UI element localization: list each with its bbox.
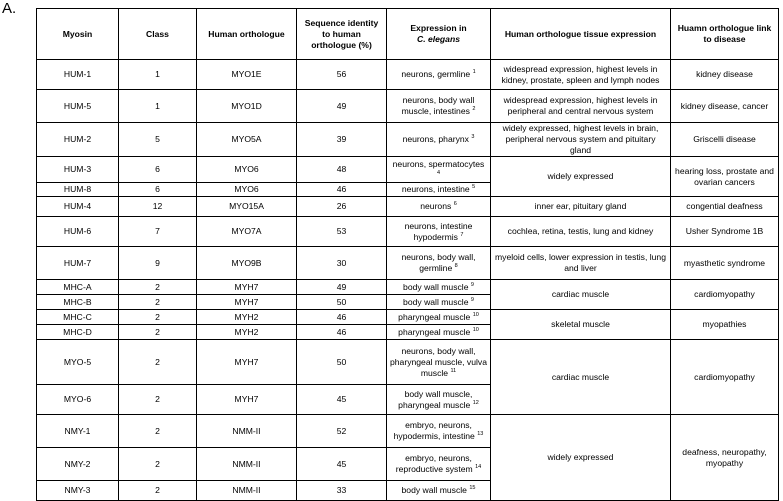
expression-text: embryo, neurons, reproductive system [395, 453, 473, 474]
expression-text: neurons, germline [401, 69, 471, 79]
expression-cell [387, 197, 491, 217]
myosin-cell: MHC-D [37, 325, 119, 340]
tissue-cell: widespread expression, highest levels in peripheral and central nervous system [491, 90, 671, 123]
tissue-cell: widely expressed [491, 415, 671, 501]
myosin-cell: HUM-5 [37, 90, 119, 123]
reference-number: 7 [460, 231, 464, 238]
identity-cell: 39 [297, 123, 387, 157]
expression-cell [387, 123, 491, 157]
identity-cell: 48 [297, 157, 387, 183]
reference-number: 1 [472, 69, 476, 76]
myosin-cell: MHC-A [37, 280, 119, 295]
tissue-cell: cardiac muscle [491, 340, 671, 415]
class-cell: 2 [119, 310, 197, 325]
identity-cell: 46 [297, 325, 387, 340]
orthologue-cell: MYO1E [197, 60, 297, 90]
table-row [37, 90, 779, 123]
orthologue-cell: MYO7A [197, 217, 297, 247]
reference-number: 13 [477, 431, 484, 438]
header-expression-species: C. elegans [417, 34, 460, 44]
class-cell: 2 [119, 295, 197, 310]
expression-cell [387, 385, 491, 415]
reference-number: 9 [470, 281, 474, 288]
class-cell: 5 [119, 123, 197, 157]
disease-cell: myopathies [671, 310, 779, 340]
disease-cell: myasthetic syndrome [671, 247, 779, 280]
expression-text: body wall muscle [401, 485, 467, 495]
expression-cell [387, 90, 491, 123]
class-cell: 2 [119, 340, 197, 385]
orthologue-cell: MYH7 [197, 295, 297, 310]
tissue-cell: widely expressed [491, 157, 671, 197]
expression-text: neurons, intestine hypodermis [404, 220, 473, 242]
header-class: Class [119, 9, 197, 60]
expression-cell [387, 340, 491, 385]
myosin-cell: MHC-C [37, 310, 119, 325]
orthologue-cell: MYO9B [197, 247, 297, 280]
identity-cell: 50 [297, 295, 387, 310]
panel-label: A. [2, 0, 17, 17]
expression-text: neurons, spermatocytes [392, 158, 485, 169]
expression-text: neurons, body wall, pharyngeal muscle, vulva muscle [390, 345, 487, 378]
reference-number: 14 [475, 464, 482, 471]
class-cell: 7 [119, 217, 197, 247]
class-cell: 2 [119, 385, 197, 415]
tissue-cell: cochlea, retina, testis, lung and kidney [491, 217, 671, 247]
header-expression [387, 9, 491, 60]
expression-cell [387, 310, 491, 325]
myosin-cell: NMY-2 [37, 448, 119, 481]
myosin-cell: NMY-1 [37, 415, 119, 448]
disease-cell: Usher Syndrome 1B [671, 217, 779, 247]
expression-text: body wall muscle [403, 281, 469, 292]
class-cell: 2 [119, 448, 197, 481]
orthologue-cell: NMM-II [197, 481, 297, 501]
orthologue-cell: MYH7 [197, 340, 297, 385]
header-sequence-identity: Sequence identity to human orthologue (%) [297, 9, 387, 60]
identity-cell: 33 [297, 481, 387, 501]
expression-text: embryo, neurons, hypodermis, intestine [393, 420, 475, 441]
expression-cell [387, 295, 491, 310]
disease-cell: cardiomyopathy [671, 280, 779, 310]
orthologue-cell: MYH7 [197, 280, 297, 295]
myosin-table [36, 8, 779, 501]
identity-cell: 56 [297, 60, 387, 90]
expression-text: neurons, body wall muscle, intestines [401, 95, 475, 116]
expression-cell [387, 157, 491, 183]
myosin-cell: HUM-4 [37, 197, 119, 217]
myosin-cell: HUM-3 [37, 157, 119, 183]
identity-cell: 53 [297, 217, 387, 247]
disease-cell: kidney disease [671, 60, 779, 90]
reference-number: 9 [470, 296, 474, 303]
identity-cell: 45 [297, 448, 387, 481]
reference-number: 6 [453, 201, 457, 208]
myosin-cell: HUM-8 [37, 183, 119, 197]
orthologue-cell: MYH2 [197, 310, 297, 325]
table-row [37, 60, 779, 90]
expression-cell [387, 183, 491, 197]
myosin-cell: NMY-3 [37, 481, 119, 501]
class-cell: 2 [119, 481, 197, 501]
table-row [37, 280, 779, 295]
orthologue-cell: MYH2 [197, 325, 297, 340]
myosin-cell: HUM-7 [37, 247, 119, 280]
tissue-cell: skeletal muscle [491, 310, 671, 340]
class-cell: 2 [119, 325, 197, 340]
table-row [37, 157, 779, 183]
identity-cell: 49 [297, 90, 387, 123]
identity-cell: 46 [297, 183, 387, 197]
tissue-cell: myeloid cells, lower expression in testis, lung and liver [491, 247, 671, 280]
orthologue-cell: MYO1D [197, 90, 297, 123]
reference-number: 10 [472, 311, 479, 318]
disease-cell: cardiomyopathy [671, 340, 779, 415]
reference-number: 12 [472, 399, 479, 406]
class-cell: 1 [119, 90, 197, 123]
orthologue-cell: MYO6 [197, 157, 297, 183]
header-row [37, 9, 779, 60]
tissue-cell: cardiac muscle [491, 280, 671, 310]
reference-number: 3 [471, 134, 475, 141]
table-row [37, 340, 779, 385]
identity-cell: 49 [297, 280, 387, 295]
class-cell: 2 [119, 415, 197, 448]
expression-text: body wall muscle, pharyngeal muscle [398, 388, 473, 410]
expression-text: pharyngeal muscle [398, 311, 471, 322]
expression-cell [387, 217, 491, 247]
reference-number: 15 [469, 485, 476, 492]
table-row [37, 123, 779, 157]
table-row [37, 247, 779, 280]
disease-cell: kidney disease, cancer [671, 90, 779, 123]
myosin-cell: HUM-6 [37, 217, 119, 247]
reference-number: 5 [472, 184, 476, 191]
expression-text: body wall muscle [403, 296, 469, 307]
identity-cell: 46 [297, 310, 387, 325]
orthologue-cell: NMM-II [197, 448, 297, 481]
myosin-cell: MHC-B [37, 295, 119, 310]
identity-cell: 45 [297, 385, 387, 415]
expression-text: neurons, intestine [401, 184, 470, 194]
expression-cell [387, 481, 491, 501]
header-myosin: Myosin [37, 9, 119, 60]
class-cell: 12 [119, 197, 197, 217]
table-row [37, 415, 779, 448]
myosin-cell: HUM-2 [37, 123, 119, 157]
orthologue-cell: MYO6 [197, 183, 297, 197]
reference-number: 10 [472, 326, 479, 333]
identity-cell: 52 [297, 415, 387, 448]
disease-cell: congential deafness [671, 197, 779, 217]
table-row [37, 310, 779, 325]
tissue-cell: inner ear, pituitary gland [491, 197, 671, 217]
identity-cell: 30 [297, 247, 387, 280]
header-tissue-expression: Human orthologue tissue expression [491, 9, 671, 60]
expression-cell [387, 247, 491, 280]
tissue-cell: widespread expression, highest levels in kidney, prostate, spleen and lymph nodes [491, 60, 671, 90]
identity-cell: 50 [297, 340, 387, 385]
reference-number: 4 [436, 169, 441, 176]
expression-text: neurons, pharynx [402, 134, 469, 144]
myosin-cell: HUM-1 [37, 60, 119, 90]
table-row [37, 217, 779, 247]
class-cell: 6 [119, 157, 197, 183]
header-expression-prefix: Expression in [410, 23, 467, 33]
reference-number: 11 [450, 367, 457, 374]
expression-cell [387, 325, 491, 340]
disease-cell: hearing loss, prostate and ovarian cancers [671, 157, 779, 197]
class-cell: 2 [119, 280, 197, 295]
reference-number: 8 [454, 263, 458, 270]
orthologue-cell: MYH7 [197, 385, 297, 415]
disease-cell: deafness, neuropathy, myopathy [671, 415, 779, 501]
class-cell: 6 [119, 183, 197, 197]
expression-cell [387, 415, 491, 448]
expression-cell [387, 60, 491, 90]
myosin-cell: MYO-5 [37, 340, 119, 385]
orthologue-cell: MYO5A [197, 123, 297, 157]
class-cell: 1 [119, 60, 197, 90]
myosin-cell: MYO-6 [37, 385, 119, 415]
orthologue-cell: NMM-II [197, 415, 297, 448]
expression-text: neurons [420, 201, 452, 211]
reference-number: 2 [472, 106, 476, 113]
tissue-cell: widely expressed, highest levels in brain, peripheral nervous system and pituitary gland [491, 123, 671, 157]
class-cell: 9 [119, 247, 197, 280]
expression-text: neurons, body wall, germline [401, 252, 476, 273]
identity-cell: 26 [297, 197, 387, 217]
table-row [37, 197, 779, 217]
expression-text: pharyngeal muscle [398, 326, 471, 337]
expression-cell [387, 280, 491, 295]
disease-cell: Griscelli disease [671, 123, 779, 157]
header-disease-link: Huamn orthologue link to disease [671, 9, 779, 60]
orthologue-cell: MYO15A [197, 197, 297, 217]
header-human-orthologue: Human orthologue [197, 9, 297, 60]
